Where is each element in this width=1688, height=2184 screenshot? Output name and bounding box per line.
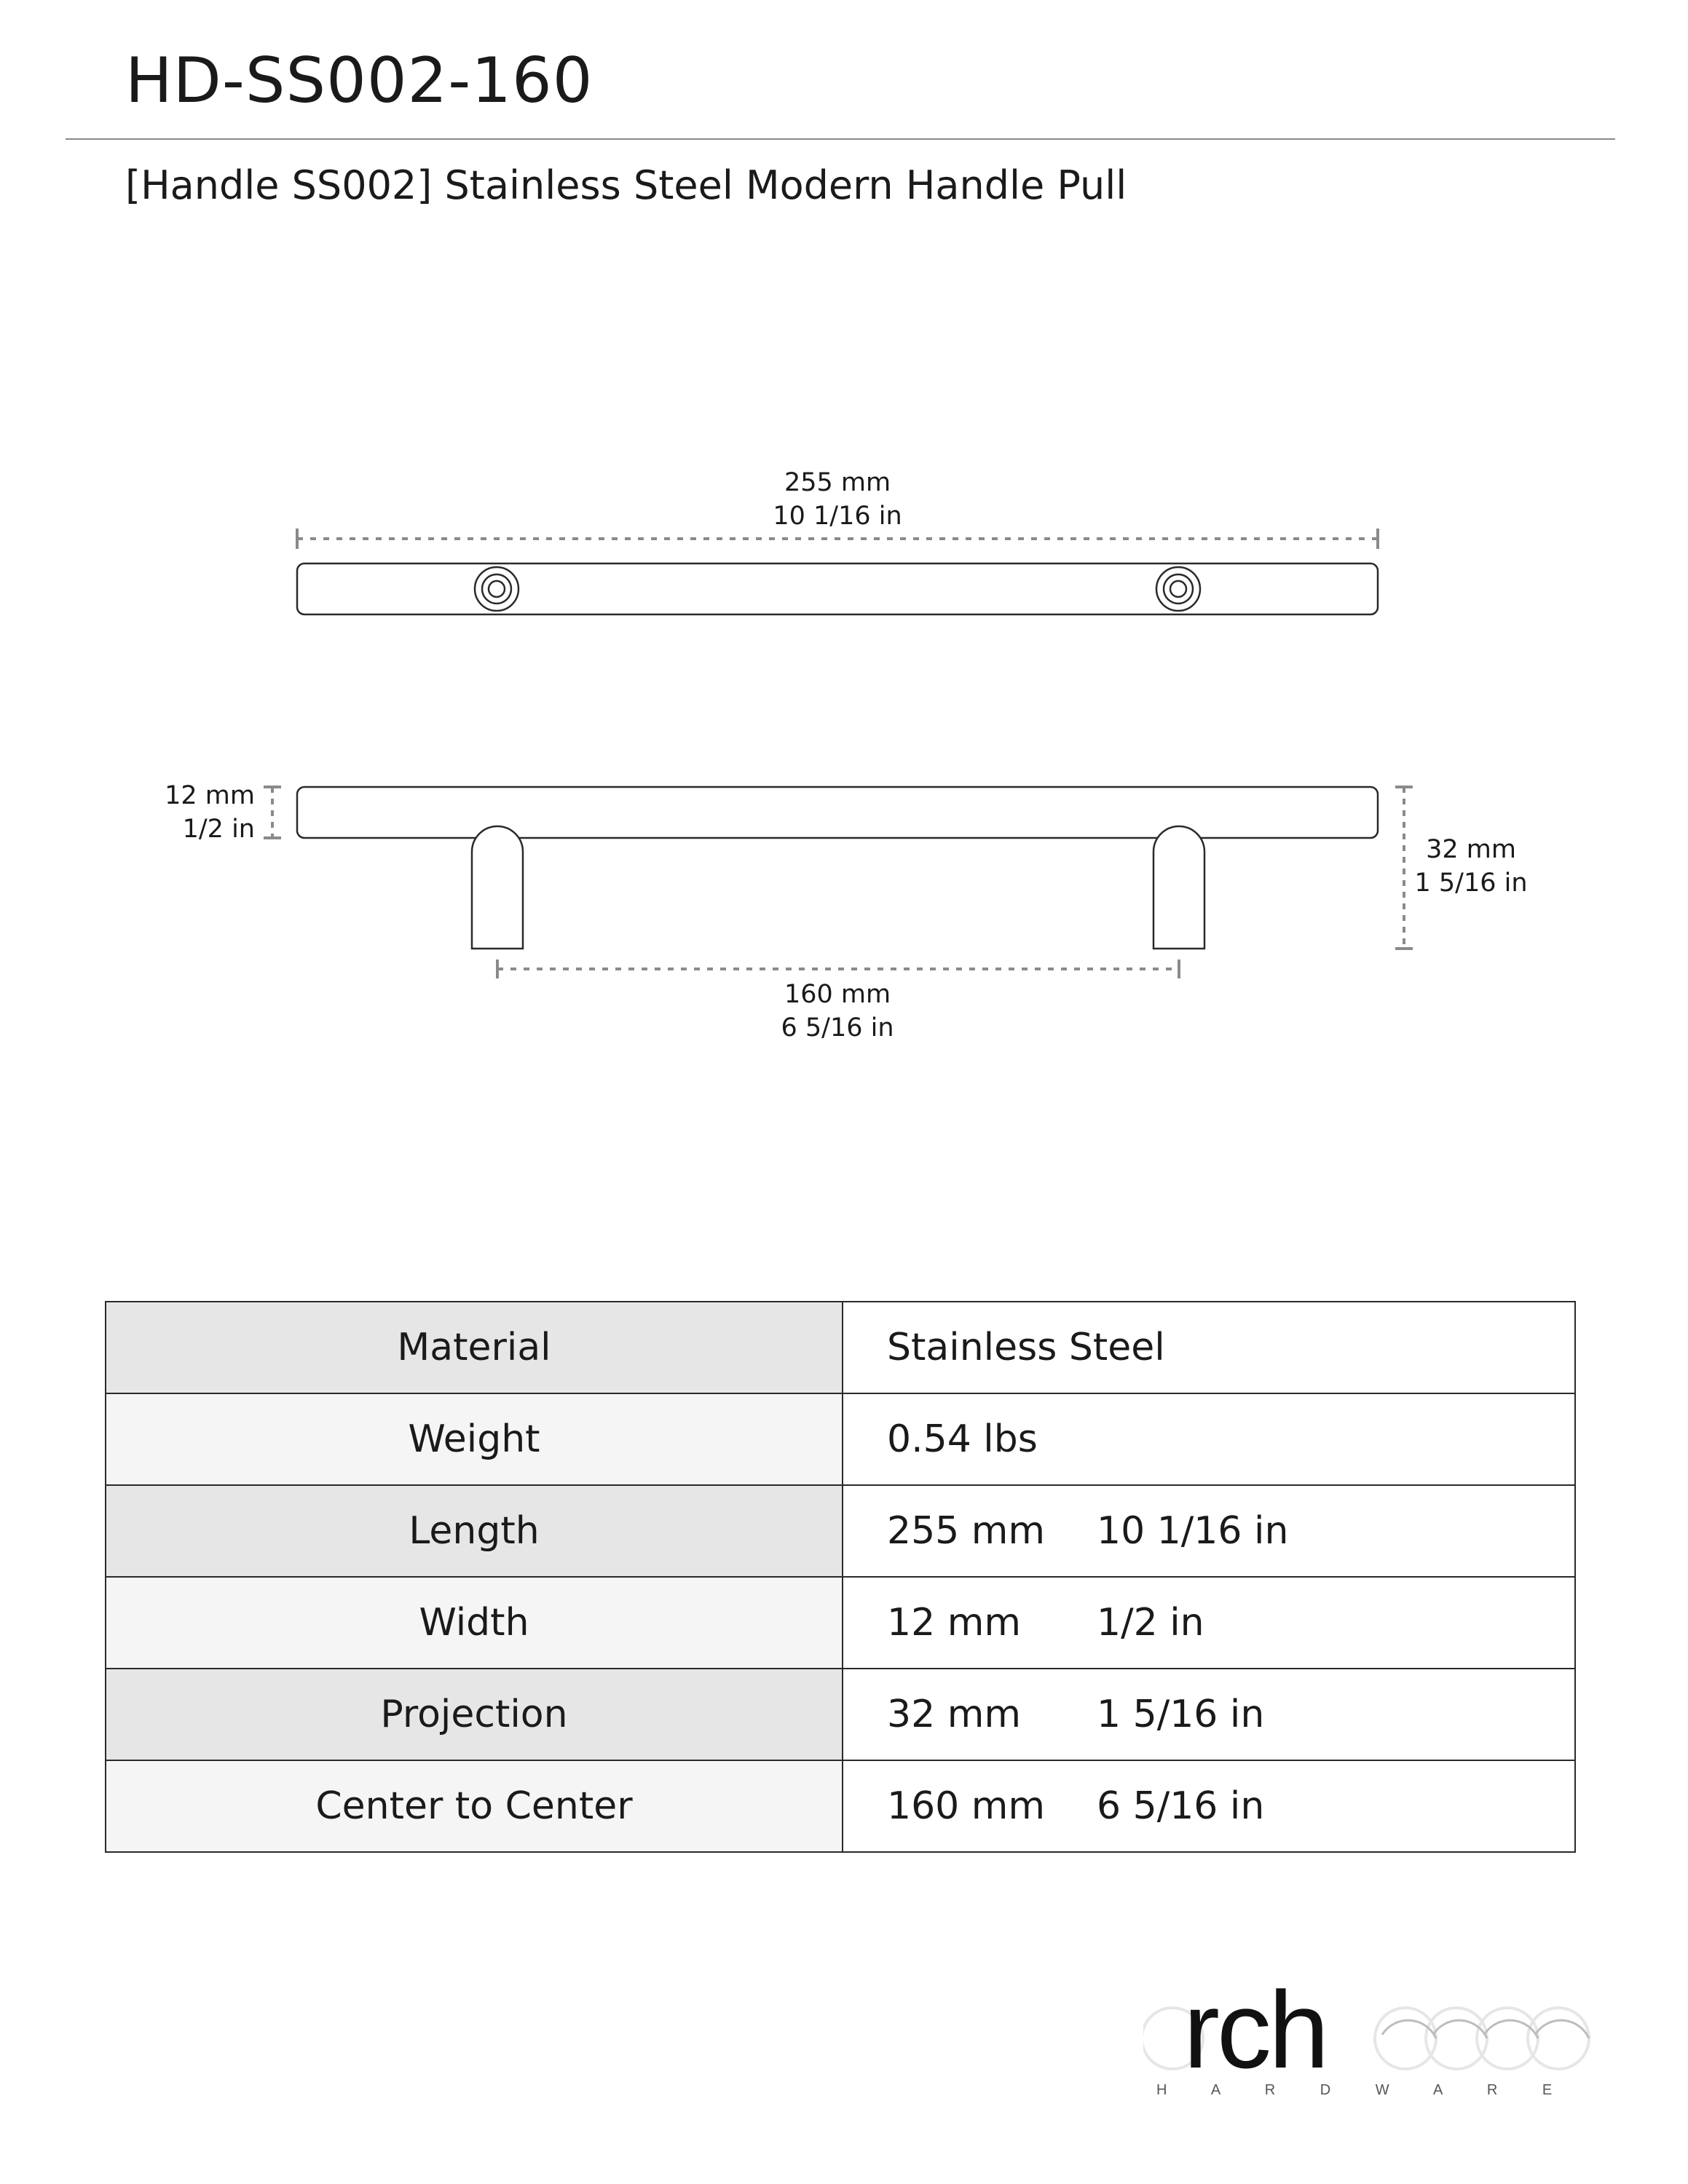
spec-key: Weight (106, 1393, 843, 1485)
width-label (138, 779, 277, 846)
mount-hole-right (1156, 567, 1200, 611)
spec-value (843, 1302, 1575, 1393)
spec-value-secondary: 1 5/16 in (1097, 1693, 1265, 1736)
spec-key: Width (106, 1577, 843, 1669)
projection-label (1413, 833, 1529, 900)
spec-value (843, 1393, 1575, 1485)
table-row (106, 1760, 1575, 1852)
spec-value (843, 1669, 1575, 1760)
projection-mm: 32 mm (1426, 835, 1516, 864)
table-row (106, 1485, 1575, 1577)
width-mm: 12 mm (165, 781, 255, 810)
table-row (106, 1669, 1575, 1760)
model-number: HD-SS002-160 (125, 44, 593, 117)
mount-hole-left (475, 567, 518, 611)
center-to-center-mm: 160 mm (784, 980, 891, 1009)
spec-value-primary: Stainless Steel (887, 1326, 1165, 1369)
spec-value-primary: 0.54 lbs (887, 1417, 1038, 1461)
length-mm: 255 mm (784, 468, 891, 497)
length-label (728, 466, 947, 533)
logo-tagline: H A R D W A R E (1156, 2082, 1573, 2098)
center-to-center-dimension-line (497, 960, 1179, 978)
spec-key: Projection (106, 1669, 843, 1760)
spec-value (843, 1577, 1575, 1669)
center-to-center-in: 6 5/16 in (781, 1013, 894, 1042)
spec-value-secondary: 1/2 in (1097, 1601, 1204, 1645)
product-subtitle: [Handle SS002] Stainless Steel Modern Handle Pull (125, 162, 1127, 208)
spec-key: Center to Center (106, 1760, 843, 1852)
specifications-table (105, 1301, 1576, 1853)
post-left (472, 826, 523, 949)
brand-logo (1143, 1969, 1624, 2100)
spec-value-secondary: 6 5/16 in (1097, 1784, 1265, 1828)
length-in: 10 1/16 in (773, 502, 902, 531)
spec-key: Material (106, 1302, 843, 1393)
projection-dimension-line (1395, 787, 1413, 949)
table-row (106, 1577, 1575, 1669)
logo-wordmark: rch (1183, 1969, 1327, 2091)
spec-value-primary: 32 mm (887, 1693, 1022, 1736)
post-right (1153, 826, 1204, 949)
projection-in: 1 5/16 in (1414, 869, 1528, 898)
spec-value-primary: 160 mm (887, 1784, 1046, 1828)
spec-value-secondary: 10 1/16 in (1097, 1509, 1289, 1553)
handle-side-view (297, 787, 1378, 949)
spec-value-primary: 255 mm (887, 1509, 1046, 1553)
table-row (106, 1302, 1575, 1393)
spec-key: Length (106, 1485, 843, 1577)
width-in: 1/2 in (182, 815, 255, 844)
spec-value (843, 1760, 1575, 1852)
handle-top-view (297, 563, 1378, 614)
center-to-center-label (728, 978, 947, 1045)
spec-value-primary: 12 mm (887, 1601, 1022, 1645)
spec-value (843, 1485, 1575, 1577)
table-row (106, 1393, 1575, 1485)
